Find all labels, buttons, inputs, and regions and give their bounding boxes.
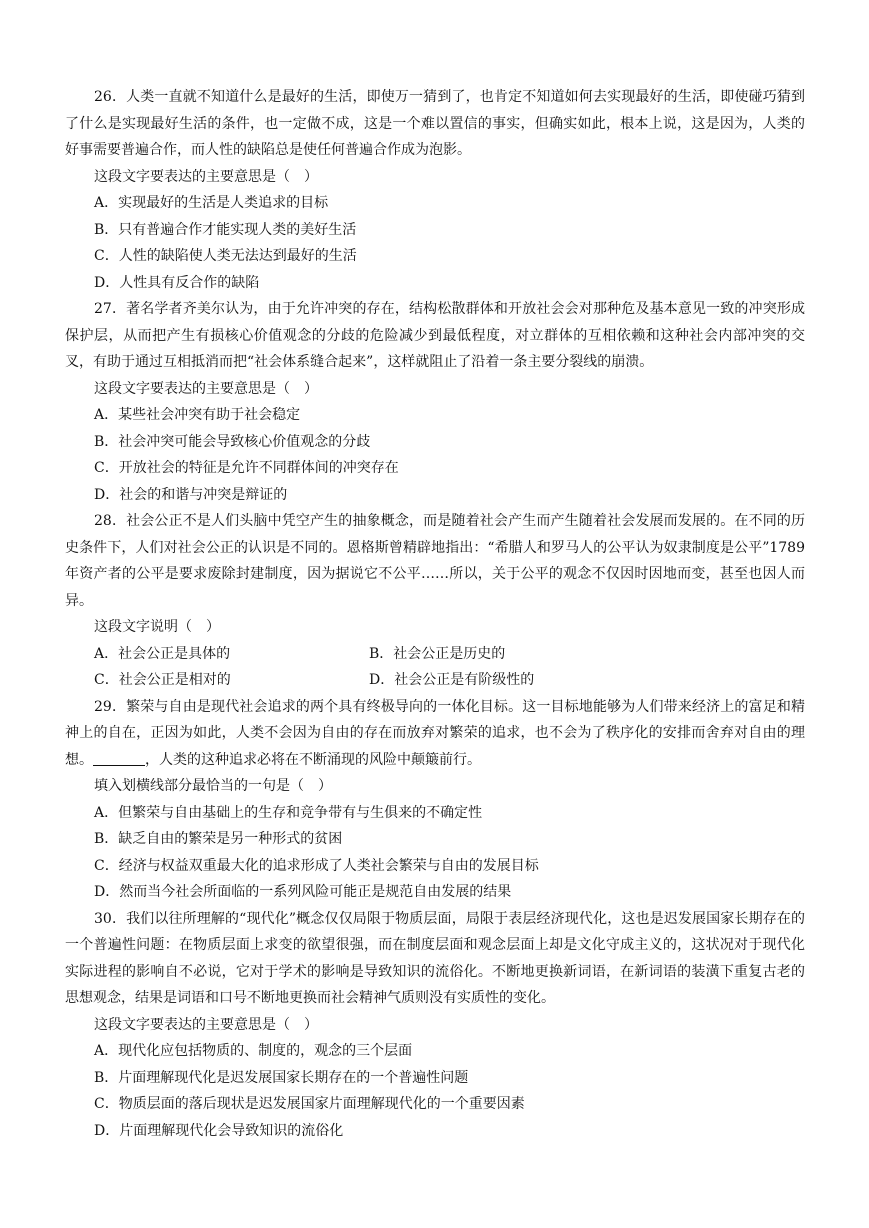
option-a: A．现代化应包括物质的、制度的，观念的三个层面 xyxy=(94,1043,413,1059)
question-stem: 30．我们以往所理解的“现代化”概念仅仅局限于物质层面，局限于表层经济现代化，这也是迟发展国家长期存在的一个普遍性问题：在物质层面上求变的欲望很强，而在制度层面和观念层面上却是文化守成主义的，这状况对于现代化实际进程的影响自不必说，它对于学术的影响是导致知识的流俗化。不断地更换新词语，在新词语的装潢下重复古老的思想观念，结果是词语和口号不断地更换而社会精神气质则没有实质性的变化。 xyxy=(65,910,805,1006)
question-stem: 27．著名学者齐美尔认为，由于允许冲突的存在，结构松散群体和开放社会会对那种危及基本意见一致的冲突形成保护层，从而把产生有损核心价值观念的分歧的危险减少到最低程度，对立群体的互相依赖和这种社会内部冲突的交叉，有助于通过互相抵消而把“社会体系缝合起来”，这样就阻止了沿着一条主要分裂线的崩溃。 xyxy=(65,301,805,370)
option-c: C．经济与权益双重最大化的追求形成了人类社会繁荣与自由的发展目标 xyxy=(94,857,539,874)
fill-in-blank xyxy=(93,751,145,766)
option-d: D．人性具有反合作的缺陷 xyxy=(94,274,260,291)
stem-before-blank: 29．繁荣与自由是现代社会追求的两个具有终极导向的一体化目标。这一目标地能够为人们带来经济上的富足和精神上的自在，正因为如此，人类不会因为自由的存在而放弃对繁荣的追求，也不会为了秩序化的安排而舍弃对自由的理想。 xyxy=(65,698,805,768)
question-list xyxy=(65,84,805,1144)
question-27 xyxy=(65,296,805,508)
question-28 xyxy=(65,508,805,694)
option-b: B．社会冲突可能会导致核心价值观念的分歧 xyxy=(94,433,371,450)
option-c: C．开放社会的特征是允许不同群体间的冲突存在 xyxy=(94,460,399,476)
question-30 xyxy=(65,906,805,1145)
option-a: A．但繁荣与自由基础上的生存和竞争带有与生俱来的不确定性 xyxy=(94,804,483,821)
option-b: B．只有普遍合作才能实现人类的美好生活 xyxy=(94,221,357,238)
option-d: D．社会的和谐与冲突是辩证的 xyxy=(94,486,288,503)
option-b: B．片面理解现代化是迟发展国家长期存在的一个普遍性问题 xyxy=(94,1069,469,1086)
question-prompt: 这段文字要表达的主要意思是（ ） xyxy=(94,1016,318,1033)
question-stem: 26．人类一直就不知道什么是最好的生活，即使万一猜到了，也肯定不知道如何去实现最好的生活，即使碰巧猜到了什么是实现最好生活的条件，也一定做不成，这是一个难以置信的事实，但确实如此，根本上说，这是因为，人类的好事需要普遍合作，而人性的缺陷总是使任何普遍合作成为泡影。 xyxy=(65,89,805,158)
question-29 xyxy=(65,694,805,906)
question-stem: 28．社会公正不是人们头脑中凭空产生的抽象概念，而是随着社会产生而产生随着社会发展而发展的。在不同的历史条件下，人们对社会公正的认识是不同的。恩格斯曾精辟地指出：“希腊人和罗马人的公平认为奴隶制度是公平”1789年资产者的公平是要求废除封建制度，因为据说它不公平……所以，关于公平的观念不仅因时因地而变，甚至也因人而异。 xyxy=(65,513,805,609)
option-b: B．社会公正是历史的 xyxy=(369,645,506,662)
question-prompt: 这段文字说明（ ） xyxy=(94,619,220,635)
option-b: B．缺乏自由的繁荣是另一种形式的贫困 xyxy=(94,831,343,847)
option-a: A．某些社会冲突有助于社会稳定 xyxy=(94,407,301,423)
question-prompt: 填入划横线部分最恰当的一句是（ ） xyxy=(94,778,332,794)
option-d: D．片面理解现代化会导致知识的流俗化 xyxy=(94,1122,344,1139)
option-a: A．社会公正是具体的 xyxy=(94,645,231,662)
question-26 xyxy=(65,84,805,296)
stem-after-blank: ，人类的这种追求必将在不断涌现的风险中颠簸前行。 xyxy=(145,751,481,768)
option-a: A．实现最好的生活是人类追求的目标 xyxy=(94,195,329,211)
option-row xyxy=(65,641,805,668)
option-c: C．物质层面的落后现状是迟发展国家片面理解现代化的一个重要因素 xyxy=(94,1096,525,1112)
option-d: D．社会公正是有阶级性的 xyxy=(369,672,535,688)
question-prompt: 这段文字要表达的主要意思是（ ） xyxy=(94,168,318,185)
option-row xyxy=(65,667,805,694)
option-c: C．社会公正是相对的 xyxy=(94,672,231,688)
option-d: D．然而当今社会所面临的一系列风险可能正是规范自由发展的结果 xyxy=(94,884,512,900)
question-prompt: 这段文字要表达的主要意思是（ ） xyxy=(94,380,318,397)
question-stem xyxy=(65,694,805,774)
option-c: C．人性的缺陷使人类无法达到最好的生活 xyxy=(94,248,357,264)
